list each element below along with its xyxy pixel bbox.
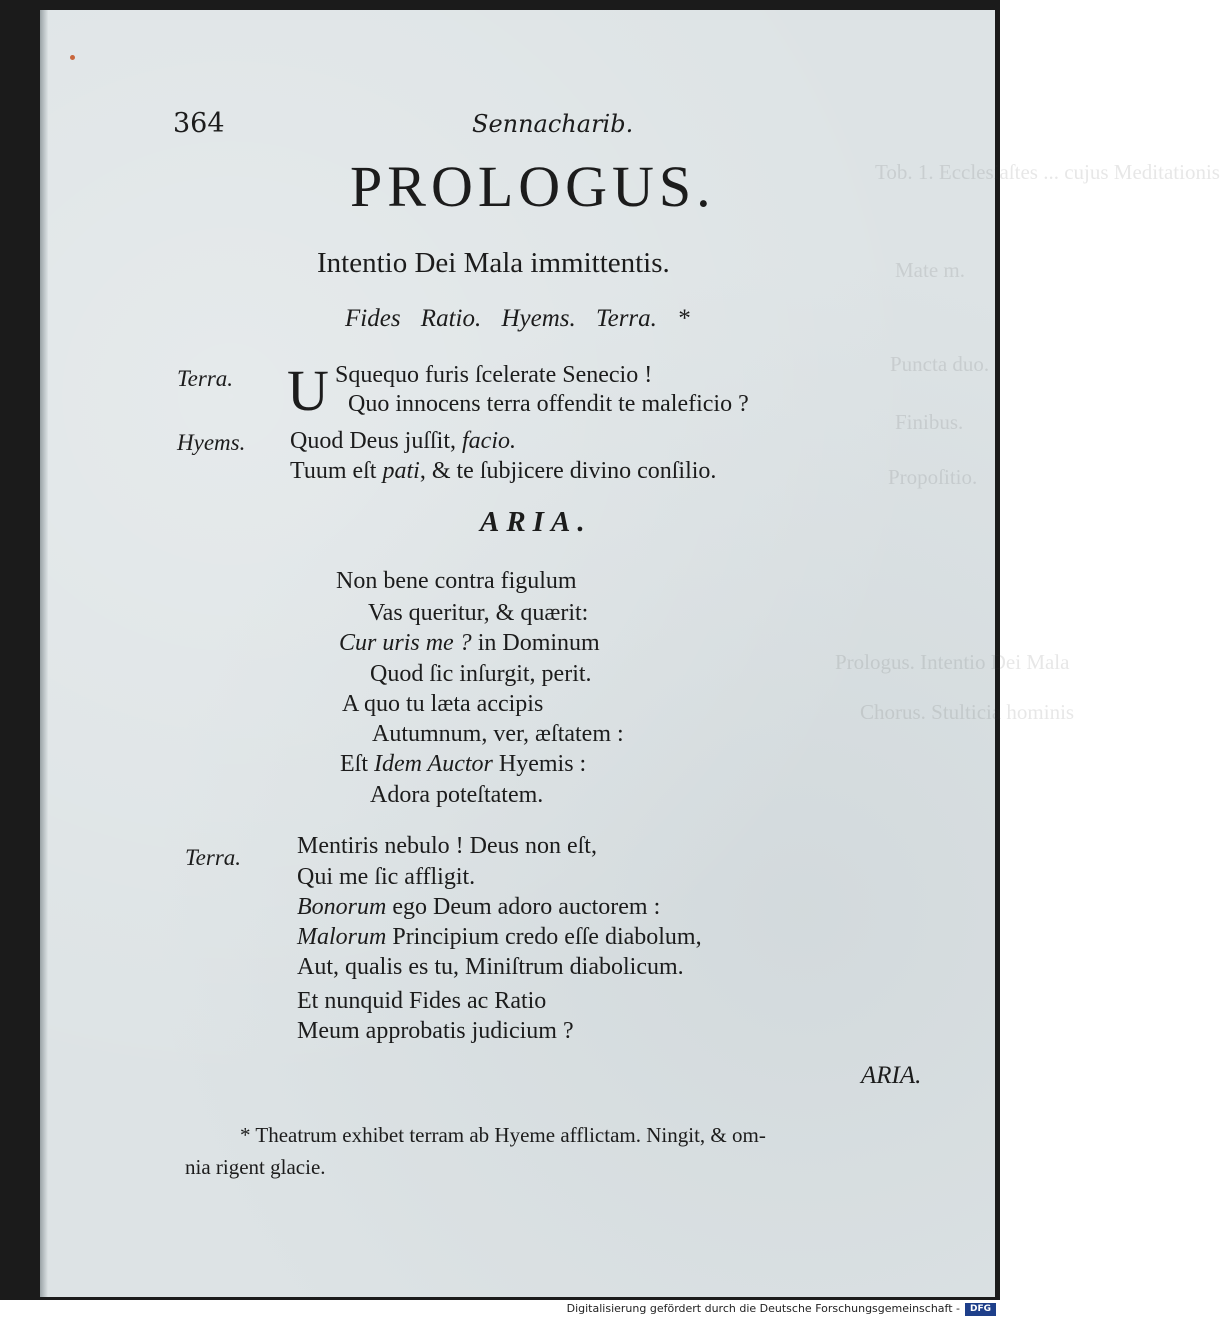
aria-line bbox=[339, 630, 600, 657]
speaker-label: Hyems. bbox=[177, 430, 246, 455]
show-through-text: Chorus. Stulticia hominis bbox=[860, 700, 1075, 724]
verse-emphasis: Cur uris me ? bbox=[339, 630, 472, 656]
show-through-text: Prologus. Intentio Dei Mala bbox=[835, 650, 1070, 674]
verse-line: Quo innocens terra offendit te maleficio ? bbox=[348, 391, 749, 417]
aria-line: A quo tu læta accipis bbox=[342, 691, 544, 717]
verse-segment: Hyemis : bbox=[492, 751, 587, 777]
running-head: Sennacharib. bbox=[472, 110, 634, 138]
verse-segment: ego Deum adoro auctorem : bbox=[386, 894, 661, 920]
verse-emphasis: Bonorum bbox=[297, 894, 387, 920]
verse-line bbox=[290, 428, 516, 455]
verse-segment: Eſt bbox=[340, 751, 374, 777]
verse-emphasis: pati bbox=[382, 458, 420, 484]
verse-line bbox=[290, 458, 716, 485]
dfg-credit-text: Digitalisierung gefördert durch die Deutsche Forschungsgemeinschaft - bbox=[566, 1302, 960, 1315]
verse-line: Meum approbatis judicium ? bbox=[297, 1018, 574, 1044]
verse-segment: Quod Deus juſſit, bbox=[290, 428, 462, 454]
show-through-text: Mate m. bbox=[895, 258, 965, 282]
paper-speck bbox=[70, 55, 75, 60]
show-through-text: Tob. 1. Ecclesiaſtes ... cujus Meditationis bbox=[875, 160, 1220, 184]
show-through-text: Propoſitio. bbox=[888, 465, 978, 489]
footnote-line: * Theatrum exhibet terram ab Hyeme afflictam. Ningit, & om- bbox=[240, 1123, 766, 1147]
page-number: 364 bbox=[173, 108, 225, 139]
verse-line: Aut, qualis es tu, Miniſtrum diabolicum. bbox=[297, 954, 684, 980]
page-title: PROLOGUS. bbox=[350, 154, 716, 219]
book-page bbox=[40, 10, 1220, 1297]
dfg-logo: DFG bbox=[965, 1303, 996, 1316]
verse-emphasis: Idem Auctor bbox=[374, 751, 493, 777]
verse-line bbox=[297, 924, 702, 951]
verse-line: Squequo furis ſcelerate Senecio ! bbox=[335, 362, 653, 388]
subtitle: Intentio Dei Mala immittentis. bbox=[317, 247, 670, 279]
verse-emphasis: facio. bbox=[462, 428, 516, 454]
verse-line: Qui me ſic affligit. bbox=[297, 864, 476, 890]
aria-line bbox=[340, 751, 586, 778]
verse-line bbox=[297, 894, 660, 921]
catchword-aria: ARIA. bbox=[861, 1062, 922, 1089]
speaker-label: Terra. bbox=[185, 845, 242, 870]
footnote-line: nia rigent glacie. bbox=[185, 1155, 326, 1179]
aria-line: Vas queritur, & quærit: bbox=[368, 600, 589, 626]
speaker-label: Terra. bbox=[177, 366, 234, 391]
verse-emphasis: Malorum bbox=[297, 924, 387, 950]
credit-bar bbox=[0, 1300, 1000, 1319]
aria-line: Adora poteſtatem. bbox=[370, 782, 544, 808]
aria-line: Quod ſic inſurgit, perit. bbox=[370, 661, 592, 687]
drop-cap: U bbox=[287, 358, 329, 423]
aria-line: Non bene contra figulum bbox=[336, 568, 577, 594]
verse-segment: , & te ſubjicere divino conſilio. bbox=[419, 458, 717, 484]
dramatis-personae: Fides Ratio. Hyems. Terra. * bbox=[345, 305, 690, 332]
aria-heading: ARIA. bbox=[480, 506, 592, 538]
verse-segment: Principium credo eſſe diabolum, bbox=[386, 924, 702, 950]
aria-line: Autumnum, ver, æſtatem : bbox=[372, 721, 624, 747]
verse-segment: in Dominum bbox=[471, 630, 600, 656]
show-through-text: Finibus. bbox=[895, 410, 964, 434]
page-spine-shadow bbox=[40, 10, 48, 1297]
verse-segment: Tuum eſt bbox=[290, 458, 383, 484]
verse-line: Et nunquid Fides ac Ratio bbox=[297, 988, 547, 1014]
verse-line: Mentiris nebulo ! Deus non eſt, bbox=[297, 833, 597, 859]
show-through-text: Puncta duo. bbox=[890, 352, 990, 376]
